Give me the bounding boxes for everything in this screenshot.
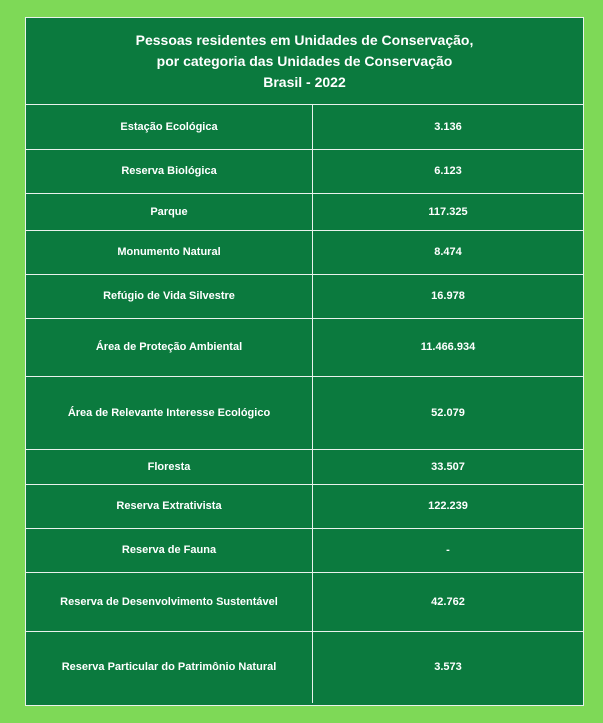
category-cell: Reserva Biológica (26, 149, 313, 193)
table-row (26, 274, 583, 318)
category-cell: Reserva de Fauna (26, 528, 313, 572)
value-cell: 3.136 (313, 105, 584, 149)
category-cell: Parque (26, 193, 313, 230)
value-cell: 3.573 (434, 661, 462, 674)
title-line-3: Brasil - 2022 (263, 74, 346, 90)
title-line-1: Pessoas residentes em Unidades de Conservação, (135, 32, 474, 48)
table-title (26, 18, 583, 105)
table-row (26, 449, 583, 484)
category-cell: Refúgio de Vida Silvestre (26, 274, 313, 318)
value-cell: - (313, 528, 584, 572)
data-table (26, 105, 583, 703)
value-cell: 16.978 (313, 274, 584, 318)
table-row (26, 631, 583, 703)
value-cell: 117.325 (313, 193, 584, 230)
category-cell: Área de Relevante Interesse Ecológico (26, 376, 313, 449)
title-line-2: por categoria das Unidades de Conservação (156, 53, 453, 69)
table-row (26, 230, 583, 274)
table-row (26, 318, 583, 376)
value-cell: 33.507 (313, 449, 584, 484)
table-row (26, 149, 583, 193)
table-row (26, 193, 583, 230)
value-cell: 52.079 (313, 376, 584, 449)
category-cell: Estação Ecológica (26, 105, 313, 149)
value-cell: 122.239 (313, 484, 584, 528)
table-row (26, 105, 583, 149)
table-row (26, 376, 583, 449)
value-cell: 6.123 (313, 149, 584, 193)
data-table-card (25, 17, 584, 706)
table-row (26, 572, 583, 631)
table-row (26, 528, 583, 572)
value-cell: 11.466.934 (313, 318, 584, 376)
category-cell: Floresta (26, 449, 313, 484)
table-row (26, 484, 583, 528)
category-cell: Reserva Extrativista (26, 484, 313, 528)
value-cell: 8.474 (313, 230, 584, 274)
value-cell: 42.762 (313, 572, 584, 631)
category-cell: Área de Proteção Ambiental (26, 318, 313, 376)
category-cell: Reserva de Desenvolvimento Sustentável (26, 572, 313, 631)
category-cell: Monumento Natural (26, 230, 313, 274)
category-cell: Reserva Particular do Patrimônio Natural (26, 631, 313, 703)
